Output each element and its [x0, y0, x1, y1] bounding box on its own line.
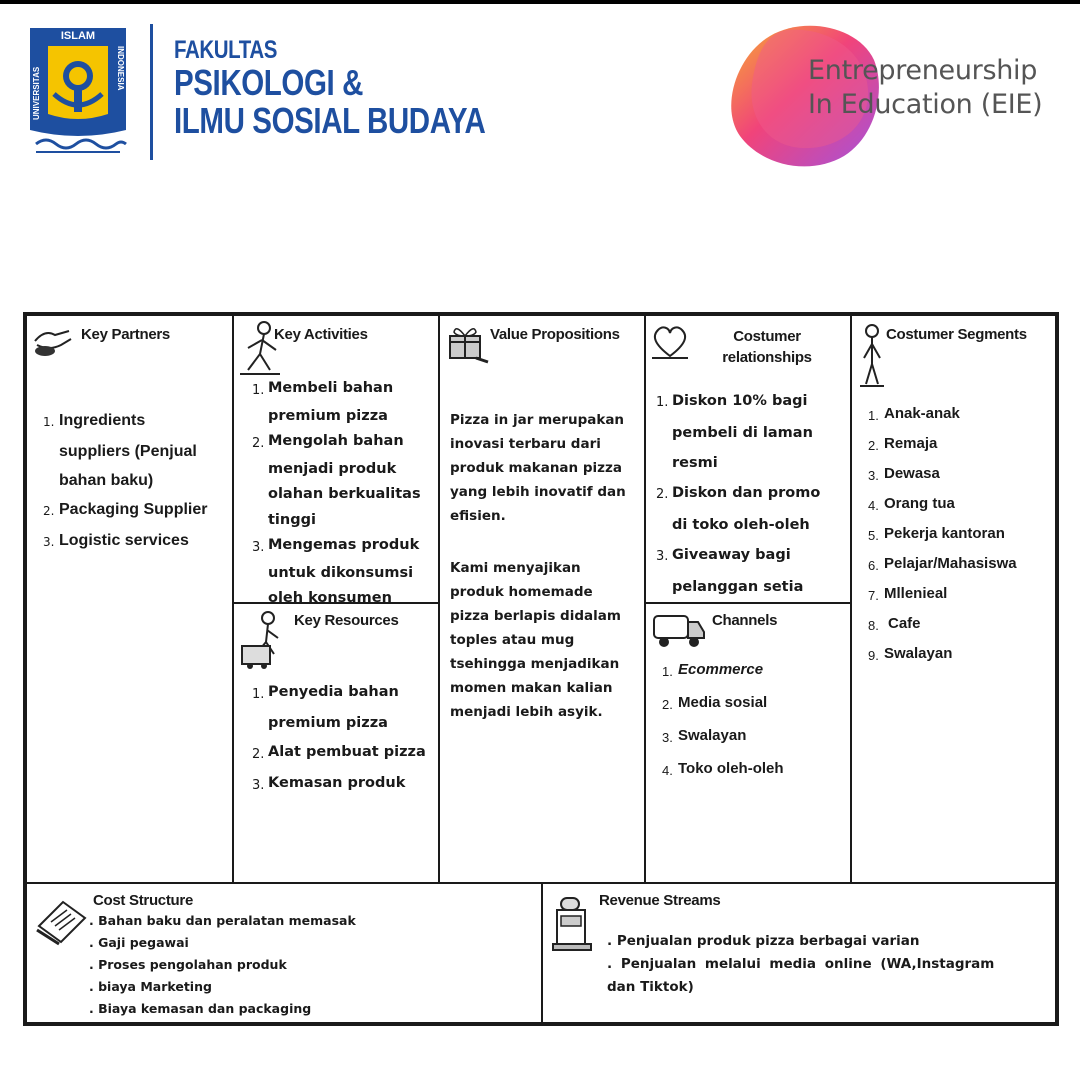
list-number: 3.	[662, 730, 673, 745]
cash-register-icon	[549, 894, 595, 954]
customer-relationships-list	[656, 386, 820, 602]
top-border	[0, 0, 1080, 4]
key-resources-block	[233, 603, 439, 883]
text-line: produk makanan pizza	[450, 460, 622, 476]
list-item: Pekerja kantoran	[884, 525, 1005, 542]
list-item: Swalayan	[884, 645, 953, 662]
list-number: 9.	[868, 648, 879, 663]
truck-icon	[652, 610, 706, 650]
text-line: dan Tiktok)	[607, 979, 694, 995]
text-line: pizza berlapis didalam	[450, 608, 621, 624]
logo-left-text: UNIVERSITAS	[32, 66, 41, 120]
list-number: 1.	[43, 415, 55, 429]
receipt-icon	[33, 896, 91, 946]
list-item: premium pizza	[268, 715, 388, 731]
list-item: Pelajar/Mahasiswa	[884, 555, 1017, 572]
heart-icon	[650, 322, 690, 362]
key-partners-list	[43, 406, 207, 557]
list-item: . Bahan baku dan peralatan memasak	[89, 910, 356, 932]
text-line: produk homemade	[450, 584, 593, 600]
list-item: Ecommerce	[678, 661, 764, 678]
cost-structure-list	[89, 910, 356, 1020]
list-item: Mllenieal	[884, 585, 948, 602]
list-item: Mengolah bahan	[268, 433, 404, 449]
worker-machine-icon	[238, 610, 292, 670]
list-item: Packaging Supplier	[59, 501, 208, 518]
list-item: Media sosial	[678, 694, 768, 711]
text-line: efisien.	[450, 508, 506, 524]
text-line: Kami menyajikan	[450, 560, 581, 576]
list-item: . Gaji pegawai	[89, 932, 356, 954]
text-line: menjadi lebih asyik.	[450, 704, 603, 720]
text-line: tsehingga menjadikan	[450, 656, 620, 672]
customer-relationships-block	[645, 315, 851, 603]
value-prop-paragraph-2	[450, 556, 621, 724]
text-line: inovasi terbaru dari	[450, 436, 601, 452]
list-item: Toko oleh-oleh	[678, 760, 784, 777]
faculty-line-3: ILMU SOSIAL BUDAYA	[174, 100, 486, 141]
list-item: resmi	[672, 455, 718, 471]
header-divider	[150, 24, 153, 160]
customer-segments-list	[868, 400, 1017, 670]
list-item: Diskon 10% bagi	[672, 393, 808, 409]
logo-right-text: INDONESIA	[116, 46, 125, 91]
list-number: 2.	[252, 436, 265, 451]
list-number: 1.	[252, 687, 265, 702]
list-item: . Biaya kemasan dan packaging	[89, 998, 356, 1020]
list-item: bahan baku)	[59, 472, 154, 489]
customer-segments-block	[851, 315, 1056, 883]
faculty-name	[174, 36, 485, 140]
list-item: Membeli bahan	[268, 380, 394, 396]
text-line: momen makan kalian	[450, 680, 613, 696]
list-number: 6.	[868, 558, 879, 573]
faculty-line-2: PSIKOLOGI &	[174, 62, 364, 103]
list-item: . Proses pengolahan produk	[89, 954, 356, 976]
list-item: Logistic services	[59, 532, 189, 549]
list-item: Swalayan	[678, 727, 747, 744]
channels-list	[662, 654, 784, 786]
list-number: 7.	[868, 588, 879, 603]
channels-title: Channels	[712, 612, 778, 629]
list-number: 4.	[868, 498, 879, 513]
title-line: Costumer	[733, 328, 801, 345]
value-propositions-block	[439, 315, 645, 883]
list-item: Anak-anak	[884, 405, 960, 422]
text-line: Pizza in jar merupakan	[450, 412, 625, 428]
list-item: Ingredients	[59, 412, 146, 429]
text-line: . Penjualan produk pizza berbagai varian	[607, 933, 920, 949]
channels-block	[645, 603, 851, 883]
list-number: 2.	[868, 438, 879, 453]
key-resources-list	[252, 678, 426, 800]
key-activities-title: Key Activities	[274, 326, 368, 343]
text-line: yang lebih inovatif dan	[450, 484, 626, 500]
text-line: . Penjualan melalui media online (WA,Instagram	[607, 956, 995, 972]
list-item: di toko oleh-oleh	[672, 517, 810, 533]
list-item: olahan berkualitas	[268, 486, 421, 502]
text-line: toples atau mug	[450, 632, 575, 648]
list-number: 3.	[868, 468, 879, 483]
key-partners-block	[26, 315, 233, 883]
key-partners-title: Key Partners	[81, 326, 170, 343]
faculty-line-1: FAKULTAS	[174, 36, 278, 64]
list-number: 8.	[868, 618, 879, 633]
list-item: pelanggan setia	[672, 579, 804, 595]
list-number: 1.	[656, 395, 669, 410]
key-activities-list	[252, 376, 421, 603]
list-number: 2.	[43, 504, 55, 518]
list-item: Giveaway bagi	[672, 547, 791, 563]
cost-structure-title: Cost Structure	[93, 892, 193, 909]
list-number: 1.	[252, 383, 265, 398]
key-resources-title: Key Resources	[294, 612, 399, 629]
business-model-canvas	[23, 312, 1059, 1026]
list-item: untuk dikonsumsi	[268, 564, 414, 581]
list-item: menjadi produk	[268, 460, 397, 477]
eie-line-2: In Education (EIE)	[808, 89, 1043, 120]
list-number: 3.	[43, 535, 55, 549]
customer-segments-title: Costumer Segments	[886, 326, 1027, 343]
cost-structure-block	[26, 883, 542, 1023]
customer-relationships-title	[692, 326, 842, 368]
revenue-streams-text	[607, 930, 994, 999]
list-number: 2.	[252, 747, 265, 762]
list-item: Orang tua	[884, 495, 955, 512]
revenue-streams-title: Revenue Streams	[599, 892, 721, 909]
value-propositions-title: Value Propositions	[490, 326, 620, 343]
university-logo	[26, 24, 130, 162]
handshake-icon	[31, 321, 75, 359]
eie-line-1: Entrepreneurship	[808, 55, 1038, 86]
list-item: Remaja	[884, 435, 938, 452]
key-activities-block	[233, 315, 439, 603]
list-number: 2.	[656, 487, 669, 502]
list-item: Kemasan produk	[268, 775, 406, 791]
list-item: suppliers (Penjual	[59, 443, 197, 460]
gift-icon	[446, 322, 490, 364]
list-item: Cafe	[888, 615, 921, 632]
list-number: 5.	[868, 528, 879, 543]
eie-title	[808, 54, 1042, 122]
list-number: 3.	[656, 549, 669, 564]
value-prop-paragraph-1	[450, 408, 626, 528]
list-number: 1.	[868, 408, 879, 423]
list-item: oleh konsumen	[268, 590, 392, 603]
list-number: 3.	[252, 540, 265, 555]
list-number: 1.	[662, 664, 673, 679]
person-icon	[858, 322, 886, 388]
list-item: Alat pembuat pizza	[268, 744, 426, 760]
list-item: Diskon dan promo	[672, 485, 821, 501]
list-item: pembeli di laman	[672, 425, 813, 441]
title-line: relationships	[722, 349, 812, 366]
list-item: Mengemas produk	[268, 537, 420, 553]
logo-top-text: ISLAM	[60, 30, 96, 42]
revenue-streams-block	[542, 883, 1056, 1023]
list-number: 4.	[662, 763, 673, 778]
list-item: Dewasa	[884, 465, 940, 482]
list-item: premium pizza	[268, 407, 388, 424]
list-item: Penyedia bahan	[268, 684, 399, 700]
list-item: . biaya Marketing	[89, 976, 356, 998]
list-number: 3.	[252, 778, 265, 793]
list-item: tinggi	[268, 511, 316, 528]
list-number: 2.	[662, 697, 673, 712]
